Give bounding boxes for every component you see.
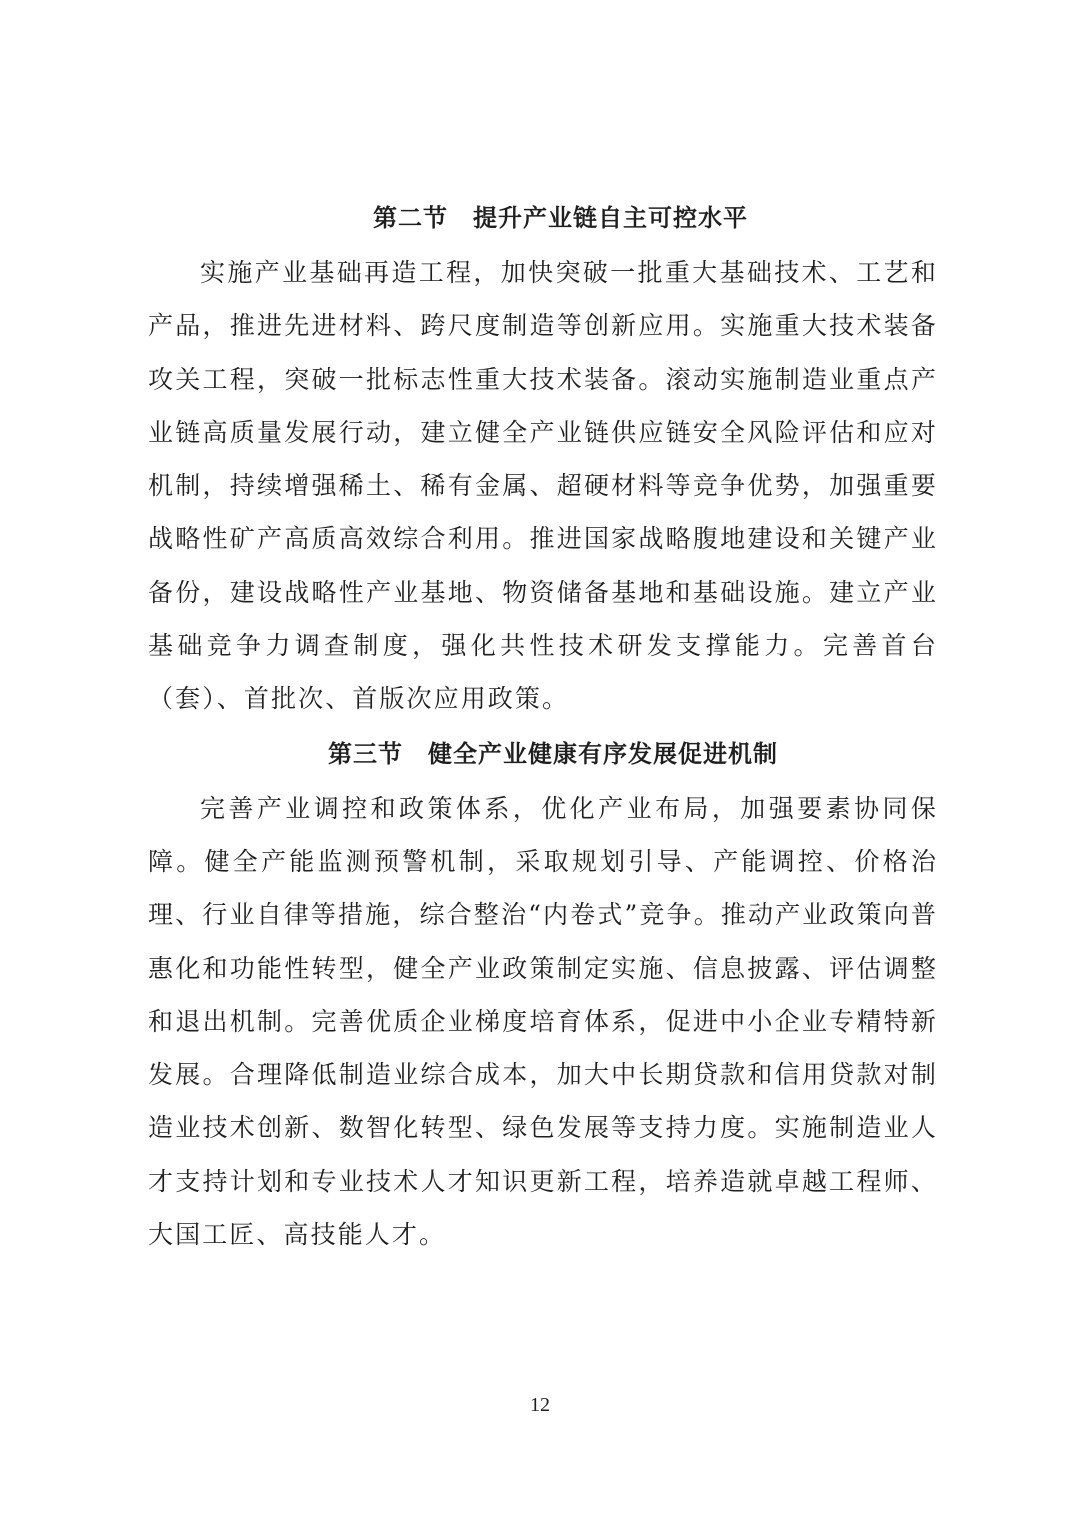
section-heading: 第二节 提升产业链自主可控水平 xyxy=(373,203,748,232)
body-paragraph: 实施产业基础再造工程，加快突破一批重大基础技术、工艺和产品，推进先进材料、跨尺度制造等创新应用。实施重大技术装备攻关工程，突破一批标志性重大技术装备。滚动实施制造业重点产业链高质量发展行动，建立健全产业链供应链安全风险评估和应对机制，持续增强稀土、稀有金属、超硬材料等竞争优势，加强重要战略性矿产高质高效综合利用。推进国家战略腹地建设和关键产业备份，建设战略性产业基地、物资储备基地和基础设施。建立产业基础竞争力调查制度，强化共性技术研发支撑能力。完善首台（套）、首批次、首版次应用政策。 xyxy=(148,258,938,714)
page-content xyxy=(148,190,938,1261)
body-paragraph: 完善产业调控和政策体系，优化产业布局，加强要素协同保障。健全产能监测预警机制，采取规划引导、产能调控、价格治理、行业自律等措施，综合整治“内卷式”竞争。推动产业政策向普惠化和功能性转型，健全产业政策制定实施、信息披露、评估调整和退出机制。完善优质企业梯度培育体系，促进中小企业专精特新发展。合理降低制造业综合成本，加大中长期贷款和信用贷款对制造业技术创新、数智化转型、绿色发展等支持力度。实施制造业人才支持计划和专业技术人才知识更新工程，培养造就卓越工程师、大国工匠、高技能人才。 xyxy=(148,793,938,1250)
page-number: 12 xyxy=(530,1394,550,1416)
section-heading: 第三节 健全产业健康有序发展促进机制 xyxy=(328,738,778,768)
